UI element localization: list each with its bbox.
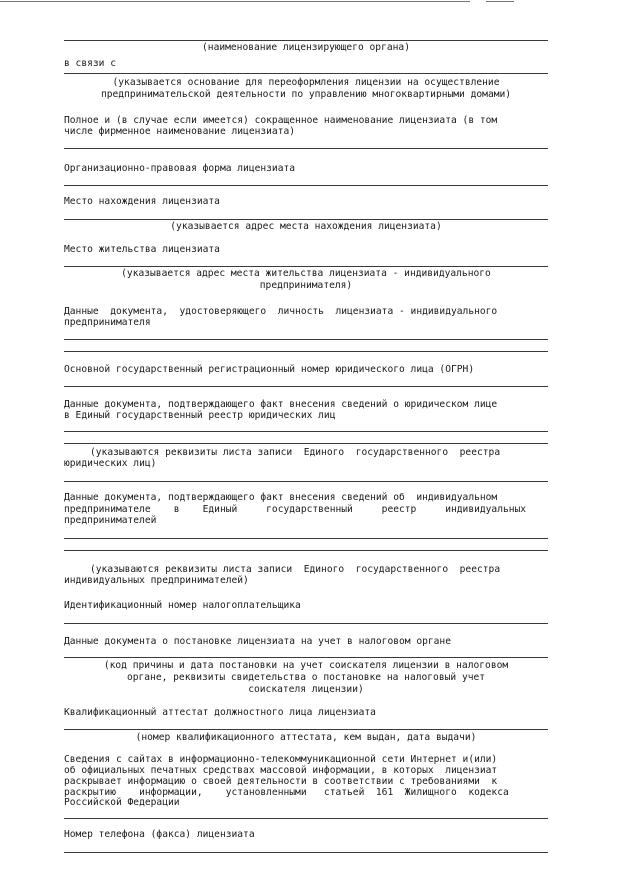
sites-label-line-5: Российской Федерации: [64, 797, 180, 808]
full-name-field-line: [64, 148, 548, 149]
reason-caption-line-2: предпринимательской деятельности по управлению многоквартирными домами): [100, 89, 512, 100]
sites-label-line-2: об официальных печатных средствах массовой информации, в которых лицензиат: [64, 765, 498, 776]
egrip-caption-line-2: индивидуальных предпринимателей): [64, 575, 249, 586]
location-label: Место нахождения лицензиата: [64, 196, 220, 207]
reason-label: в связи с: [64, 58, 116, 69]
identity-doc-label-line-1: Данные документа, удостоверяющего личность лицензиата - индивидуального: [64, 306, 498, 317]
full-name-label-line-1: Полное и (в случае если имеется) сокращенное наименование лицензиата (в том: [64, 115, 498, 126]
egrul-doc-field-line-1: [64, 431, 548, 432]
residence-field-line: [64, 266, 548, 267]
egrul-doc-field-line-2: [64, 443, 548, 444]
egrip-doc-field-line-1: [64, 538, 548, 539]
top-scan-line: [0, 1, 470, 2]
egrul-caption-line-2: юридических лиц): [64, 458, 157, 469]
sites-label-line-3: раскрывает информацию о своей деятельности в соответствии с требованиями к: [64, 776, 498, 787]
inn-label: Идентификационный номер налогоплательщика: [64, 600, 301, 611]
reason-field-line: [64, 73, 548, 74]
inn-field-line: [64, 623, 548, 624]
location-caption: (указывается адрес места нахождения лицензиата): [170, 221, 442, 232]
location-field-line: [64, 219, 548, 220]
tax-doc-label: Данные документа о постановке лицензиата на учет в налоговом органе: [64, 636, 451, 647]
egrul-record-field-line: [64, 481, 548, 482]
qualification-field-line: [64, 729, 548, 730]
tax-doc-field-line: [64, 657, 548, 658]
egrul-caption-line-1: (указываются реквизиты листа записи Единого государственного реестра: [90, 447, 501, 458]
residence-caption-line-1: (указывается адрес места жительства лицензиата - индивидуального: [121, 268, 491, 279]
full-name-label-line-2: числе фирменное наименование лицензиата): [64, 126, 296, 137]
sites-field-line: [64, 818, 548, 819]
phone-label: Номер телефона (факса) лицензиата: [64, 829, 255, 840]
egrul-doc-label-line-1: Данные документа, подтверждающего факт внесения сведений о юридическом лице: [64, 399, 498, 410]
sites-label-line-1: Сведения с сайтах в информационно-телекоммуникационной сети Интернет и(или): [64, 754, 498, 765]
tax-caption-line-2: органе, реквизиты свидетельства о постановке на налоговый учет: [126, 672, 486, 683]
ogrn-label: Основной государственный регистрационный номер юридического лица (ОГРН): [64, 364, 475, 375]
residence-caption-line-2: предпринимателя): [259, 280, 353, 291]
egrip-doc-label-line-2: предпринимателе в Единый государственный реестр индивидуальных: [64, 504, 527, 515]
org-name-caption: (наименование лицензирующего органа): [202, 42, 410, 53]
ogrn-field-line: [64, 386, 548, 387]
phone-field-line: [64, 852, 548, 853]
egrip-doc-label-line-1: Данные документа, подтверждающего факт внесения сведений об индивидуальном: [64, 492, 498, 503]
egrip-doc-field-line-2: [64, 550, 548, 551]
org-name-field-line: [64, 40, 548, 41]
top-scan-line-right: [486, 1, 514, 2]
legal-form-field-line: [64, 185, 548, 186]
egrip-caption-line-1: (указываются реквизиты листа записи Единого государственного реестра: [90, 564, 501, 575]
qualification-caption: (номер квалификационного аттестата, кем выдан, дата выдачи): [135, 732, 477, 743]
egrip-doc-label-line-3: предпринимателей: [64, 515, 157, 526]
tax-caption-line-3: соискателя лицензии): [248, 684, 364, 695]
egrul-doc-label-line-2: в Единый государственный реестр юридических лиц: [64, 410, 336, 421]
identity-doc-field-line-1: [64, 339, 548, 340]
identity-doc-label-line-2: предпринимателя: [64, 317, 151, 328]
reason-caption-line-1: (указывается основание для переоформления лицензии на осуществление: [112, 77, 500, 88]
legal-form-label: Организационно-правовая форма лицензиата: [64, 163, 296, 174]
residence-label: Место жительства лицензиата: [64, 244, 220, 255]
identity-doc-field-line-2: [64, 351, 548, 352]
qualification-label: Квалификационный аттестат должностного лица лицензиата: [64, 707, 376, 718]
sites-label-line-4: раскрытию информации, установленными статьей 161 Жилищного кодекса: [64, 787, 509, 798]
tax-caption-line-1: (код причины и дата постановки на учет соискателя лицензии в налоговом: [103, 660, 509, 671]
